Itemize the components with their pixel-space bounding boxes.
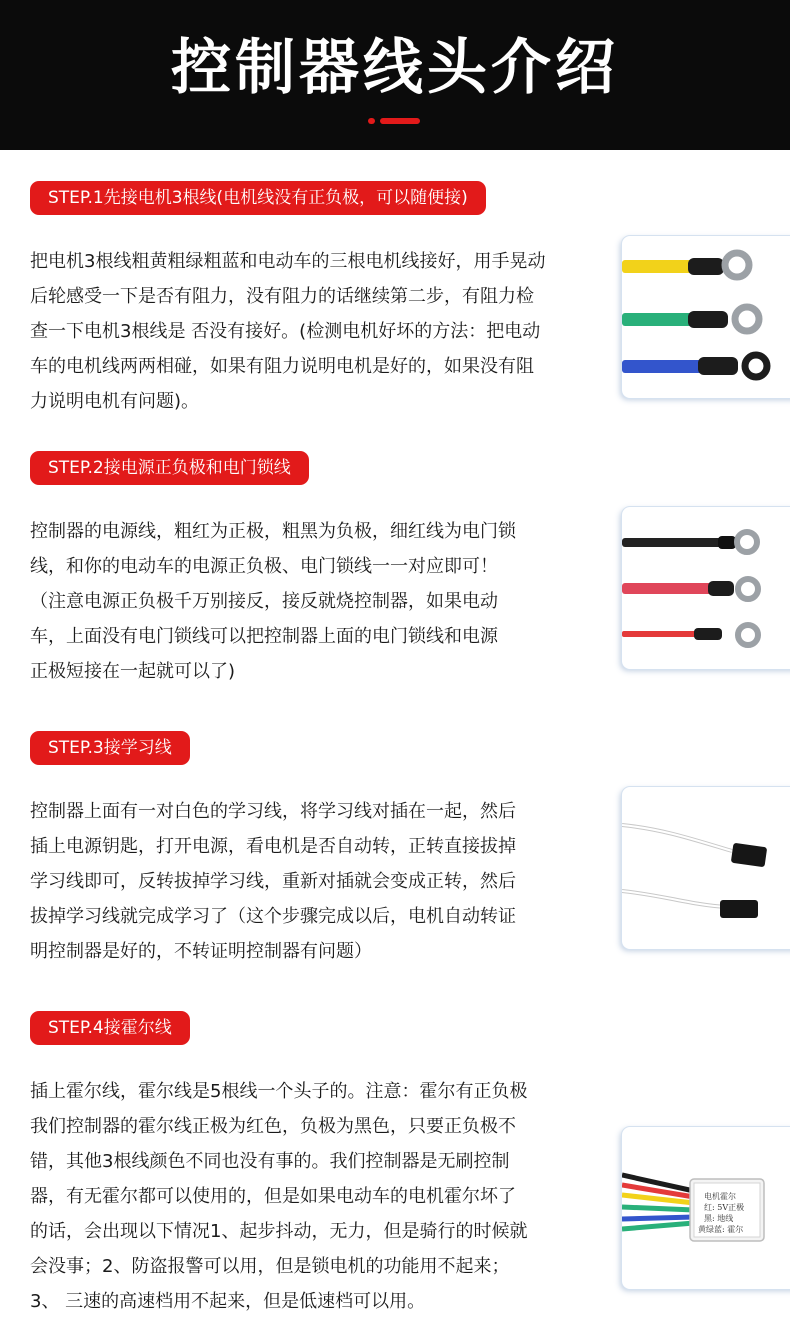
title-banner	[0, 0, 790, 150]
step-2-label: STEP.2接电源正负极和电门锁线	[30, 451, 309, 485]
sticker-line: 黄绿蓝: 霍尔	[698, 1225, 744, 1234]
text-line: 学习线即可，反转拔掉学习线，重新对插就会变成正转，然后	[30, 871, 516, 892]
text-line: （注意电源正负极千万别接反，接反就烧控制器，如果电动	[30, 591, 498, 612]
step-2-text	[30, 514, 600, 689]
text-line: 器，有无霍尔都可以使用的，但是如果电动车的电机霍尔坏了	[30, 1186, 516, 1207]
blue-wire-icon	[622, 355, 767, 377]
yellow-wire-icon	[622, 253, 749, 277]
text-line: 控制器上面有一对白色的学习线，将学习线对插在一起，然后	[30, 801, 516, 822]
text-line: 车的电机线两两相碰，如果有阻力说明电机是好的，如果没有阻	[30, 356, 534, 377]
text-line: 车，上面没有电门锁线可以把控制器上面的电门锁线和电源	[30, 626, 498, 647]
text-line: 线，和你的电动车的电源正负极、电门锁线一一对应即可！	[30, 556, 498, 577]
step-1-label: STEP.1先接电机3根线(电机线没有正负极，可以随便接)	[30, 181, 486, 215]
text-line: 力说明电机有问题)。	[30, 391, 200, 412]
text-line: 插上电源钥匙，打开电源，看电机是否自动转，正转直接拔掉	[30, 836, 516, 857]
text-line: 控制器的电源线，粗红为正极，粗黑为负极，细红线为电门锁	[30, 521, 516, 542]
white-learning-wire-icon	[622, 891, 758, 918]
hall-connector-photo	[622, 1127, 790, 1289]
text-line: 错，其他3根线颜色不同也没有事的。我们控制器是无刷控制	[30, 1151, 510, 1172]
decoration-bar	[380, 118, 420, 124]
hall-wires-icon	[622, 1175, 694, 1229]
step-1-text	[30, 244, 600, 419]
green-wire-icon	[622, 307, 759, 331]
text-line: 把电机3根线粗黄粗绿粗蓝和电动车的三根电机线接好，用手晃动	[30, 251, 546, 272]
step-4-label: STEP.4接霍尔线	[30, 1011, 190, 1045]
decoration-dot	[368, 118, 375, 124]
text-line: 的话，会出现以下情况1、起步抖动，无力，但是骑行的时候就	[30, 1221, 528, 1242]
text-line: 会没事；2、防盗报警可以用，但是锁电机的功能用不起来；	[30, 1256, 510, 1277]
text-line: 我们控制器的霍尔线正极为红色，负极为黑色，只要正负极不	[30, 1116, 516, 1137]
text-line: 正极短接在一起就可以了)	[30, 661, 236, 682]
text-line: 查一下电机3根线是 否没有接好。(检测电机好坏的方法：把电动	[30, 321, 541, 342]
step-3-text	[30, 794, 600, 969]
learning-wires-photo	[622, 787, 790, 949]
sticker-line: 红: 5V正极	[704, 1203, 745, 1212]
text-line: 拔掉学习线就完成学习了（这个步骤完成以后，电机自动转证	[30, 906, 516, 927]
sticker-line: 黑: 地线	[704, 1214, 734, 1223]
step-4-text	[30, 1074, 600, 1319]
text-line: 3、 三速的高速档用不起来，但是低速档可以用。	[30, 1291, 426, 1312]
text-line: 后轮感受一下是否有阻力，没有阻力的话继续第二步，有阻力检	[30, 286, 534, 307]
white-learning-wire-icon	[622, 825, 767, 867]
thin-red-wire-icon	[622, 625, 758, 645]
step-3-label: STEP.3接学习线	[30, 731, 190, 765]
text-line: 插上霍尔线，霍尔线是5根线一个头子的。注意：霍尔有正负极	[30, 1081, 528, 1102]
black-wire-icon	[622, 532, 757, 552]
sticker-line: 电机霍尔	[704, 1192, 736, 1201]
motor-wires-photo	[622, 236, 790, 398]
page-title: 控制器线头介绍	[171, 33, 619, 103]
hall-connector-icon	[690, 1179, 764, 1241]
thick-red-wire-icon	[622, 579, 758, 599]
power-wires-photo	[622, 507, 790, 669]
text-line: 明控制器是好的，不转证明控制器有问题）	[30, 941, 372, 962]
